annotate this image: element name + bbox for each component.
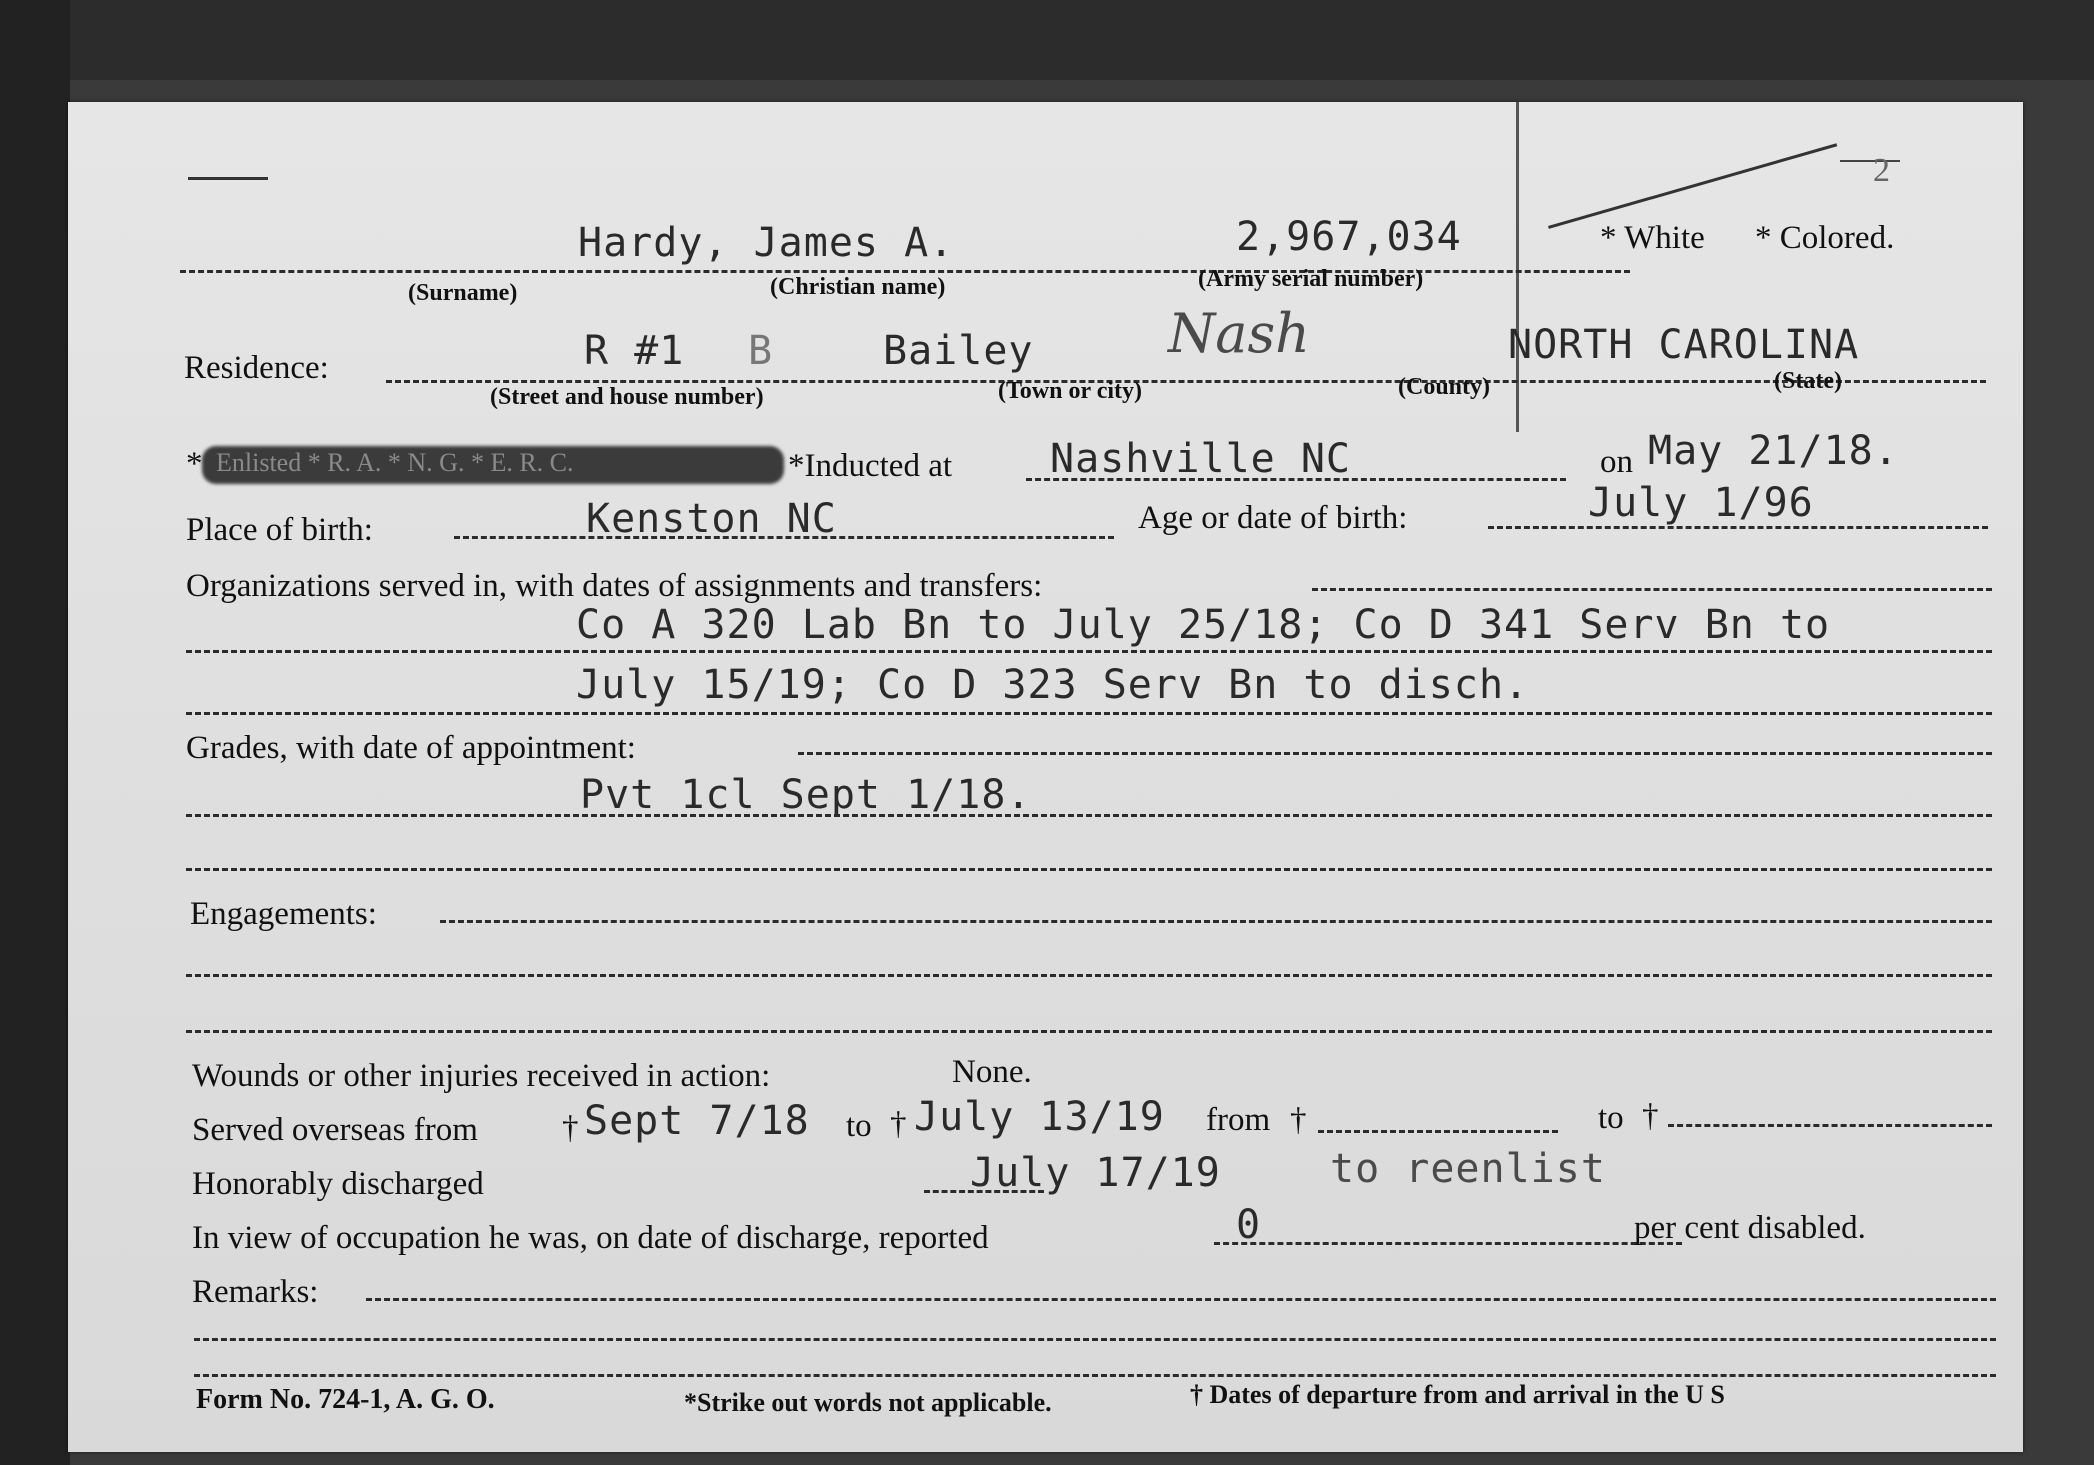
christian-name-caption: (Christian name) xyxy=(770,274,946,300)
state-caption: (State) xyxy=(1774,368,1842,394)
organizations-value-2: July 15/19; Co D 323 Serv Bn to disch. xyxy=(576,662,1530,708)
surname-caption: (Surname) xyxy=(408,280,518,306)
grades-value: Pvt 1cl Sept 1/18. xyxy=(580,772,1032,818)
discharge-label: Honorably discharged xyxy=(192,1166,484,1202)
strike-white-line xyxy=(1548,143,1837,229)
corner-number-rule xyxy=(1840,160,1900,162)
remarks-label: Remarks: xyxy=(192,1274,319,1310)
residence-line xyxy=(386,380,1986,383)
grades-line-2 xyxy=(186,868,1992,871)
residence-label: Residence: xyxy=(184,350,329,386)
overseas-from2-label: from xyxy=(1206,1102,1271,1138)
overseas-to-label: to xyxy=(846,1108,872,1144)
grades-line-1 xyxy=(186,814,1992,817)
scan-background-left xyxy=(0,0,70,1465)
overseas-from2-line xyxy=(1318,1130,1558,1133)
on-label: on xyxy=(1600,444,1633,480)
organizations-line-0 xyxy=(1312,588,1992,591)
inducted-label: *Inducted at xyxy=(788,448,953,484)
inducted-line xyxy=(1026,478,1566,481)
strike-out-note: *Strike out words not applicable. xyxy=(684,1388,1052,1417)
grades-line-0 xyxy=(798,752,1992,755)
discharge-note: to reenlist xyxy=(1330,1146,1606,1192)
disability-suffix: per cent disabled. xyxy=(1634,1210,1866,1246)
overseas-dagger-1: † xyxy=(562,1110,579,1146)
county-caption: (County) xyxy=(1398,374,1491,400)
age-value: July 1/96 xyxy=(1588,480,1814,526)
place-of-birth-label: Place of birth: xyxy=(186,512,373,548)
race-colored: * Colored. xyxy=(1755,220,1895,256)
race-white: * White xyxy=(1600,220,1705,256)
enlisted-struck-text: Enlisted * R. A. * N. G. * E. R. C. xyxy=(216,448,574,477)
organizations-label: Organizations served in, with dates of assignments and transfers: xyxy=(186,568,1043,604)
disability-label: In view of occupation he was, on date of discharge, reported xyxy=(192,1220,989,1256)
inducted-value: Nashville NC xyxy=(1050,436,1351,482)
street-mark: B xyxy=(748,328,774,374)
organizations-line-2 xyxy=(186,712,1992,715)
engagements-line-1 xyxy=(186,974,1992,977)
state-value: NORTH CAROLINA xyxy=(1508,322,1860,368)
corner-number: 2 xyxy=(1873,152,1890,189)
overseas-to2-label: to xyxy=(1598,1100,1624,1136)
serial-caption: (Army serial number) xyxy=(1198,266,1424,292)
engagements-line-0 xyxy=(440,920,1992,923)
overseas-dagger-2: † xyxy=(890,1106,907,1142)
name-value: Hardy, James A. xyxy=(578,220,955,266)
engagements-line-2 xyxy=(186,1030,1992,1033)
disability-line xyxy=(1214,1242,1682,1245)
overseas-dagger-3: † xyxy=(1290,1102,1307,1138)
remarks-line-2 xyxy=(194,1374,1996,1377)
town-caption: (Town or city) xyxy=(998,378,1142,404)
engagements-label: Engagements: xyxy=(190,896,377,932)
organizations-value-1: Co A 320 Lab Bn to July 25/18; Co D 341 Serv Bn to xyxy=(576,602,1831,648)
organizations-line-1 xyxy=(186,650,1992,653)
age-line xyxy=(1488,526,1988,529)
wounds-label: Wounds or other injuries received in action: xyxy=(192,1058,771,1094)
town-value: Bailey xyxy=(883,328,1034,374)
overseas-label: Served overseas from xyxy=(192,1112,478,1148)
overseas-to-value: July 13/19 xyxy=(914,1094,1165,1140)
serial-value: 2,967,034 xyxy=(1236,214,1462,260)
grades-label: Grades, with date of appointment: xyxy=(186,730,636,766)
scan-background-top xyxy=(0,0,2094,80)
dates-note: † Dates of departure from and arrival in the U S xyxy=(1190,1380,1725,1409)
remarks-line-0 xyxy=(366,1298,1996,1301)
form-number: Form No. 724-1, A. G. O. xyxy=(196,1384,495,1415)
overseas-from-value: Sept 7/18 xyxy=(584,1098,810,1144)
service-record-card xyxy=(68,102,2023,1452)
discharge-value: July 17/19 xyxy=(970,1150,1221,1196)
wounds-value: None. xyxy=(952,1054,1032,1090)
age-label: Age or date of birth: xyxy=(1138,500,1408,536)
overseas-to2-line xyxy=(1668,1124,1992,1127)
enlisted-prefix: * xyxy=(186,446,203,482)
place-of-birth-value: Kenston NC xyxy=(586,496,837,542)
street-value: R #1 xyxy=(584,328,685,374)
county-value: Nash xyxy=(1168,302,1310,365)
street-caption: (Street and house number) xyxy=(490,384,764,410)
remarks-line-1 xyxy=(194,1338,1996,1341)
top-left-dash xyxy=(188,177,268,180)
on-value: May 21/18. xyxy=(1648,428,1899,474)
disability-value: 0 xyxy=(1236,1202,1262,1248)
overseas-dagger-4: † xyxy=(1642,1098,1659,1134)
